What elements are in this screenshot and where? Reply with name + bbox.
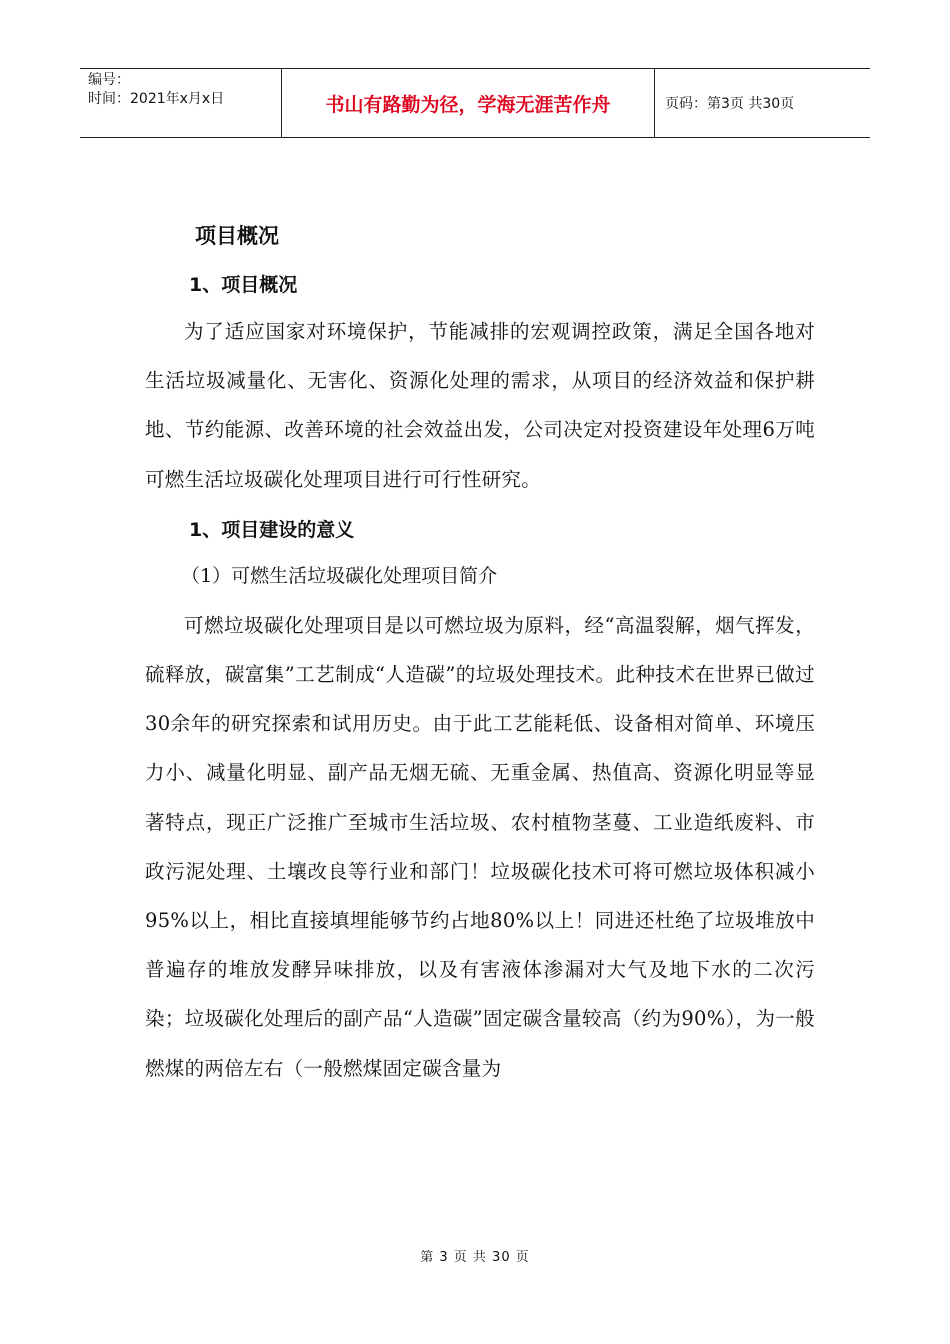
- header-motto: 书山有路勤为径，学海无涯苦作舟: [282, 69, 655, 137]
- section-heading-significance: 1、项目建设的意义: [189, 518, 355, 541]
- document-title: 项目概况: [195, 224, 279, 248]
- header-meta-cell: [80, 69, 282, 137]
- document-number-label: 编号：: [88, 72, 130, 88]
- intro-paragraph: 可燃垃圾碳化处理项目是以可燃垃圾为原料，经“高温裂解，烟气挥发，硫释放，碳富集”工艺制成“人造碳”的垃圾处理技术。此种技术在世界已做过30余年的研究探索和试用历史。由于此工艺能耗低、设备相对简单、环境压力小、减量化明显、副产品无烟无硫、无重金属、热值高、资源化明显等显著特点，现正广泛推广至城市生活垃圾、农村植物茎蔓、工业造纸废料、市政污泥处理、土壤改良等行业和部门！垃圾碳化技术可将可燃垃圾体积减小95%以上，相比直接填埋能够节约占地80%以上！同进还杜绝了垃圾堆放中普遍存的堆放发酵异味排放，以及有害液体渗漏对大气及地下水的二次污染；垃圾碳化处理后的副产品“人造碳”固定碳含量较高（约为90%），为一般燃煤的两倍左右（一般燃煤固定碳含量为: [145, 613, 815, 1080]
- header-page-info: 页码：第3页 共30页: [665, 96, 795, 112]
- section-heading-overview: 1、项目概况: [189, 274, 298, 296]
- document-time-label: 时间：2021年x月x日: [88, 91, 225, 107]
- document-body: [145, 214, 815, 1093]
- page-header: [80, 68, 870, 138]
- subsection-heading-intro: （1）可燃生活垃圾碳化处理项目简介: [181, 564, 498, 587]
- page-footer: 第 3 页 共 30 页: [420, 1250, 530, 1265]
- overview-paragraph: 为了适应国家对环境保护，节能减排的宏观调控政策，满足全国各地对生活垃圾减量化、无害化、资源化处理的需求，从项目的经济效益和保护耕地、节约能源、改善环境的社会效益出发，公司决定对投资建设年处理6万吨可燃生活垃圾碳化处理项目进行可行性研究。: [145, 320, 815, 491]
